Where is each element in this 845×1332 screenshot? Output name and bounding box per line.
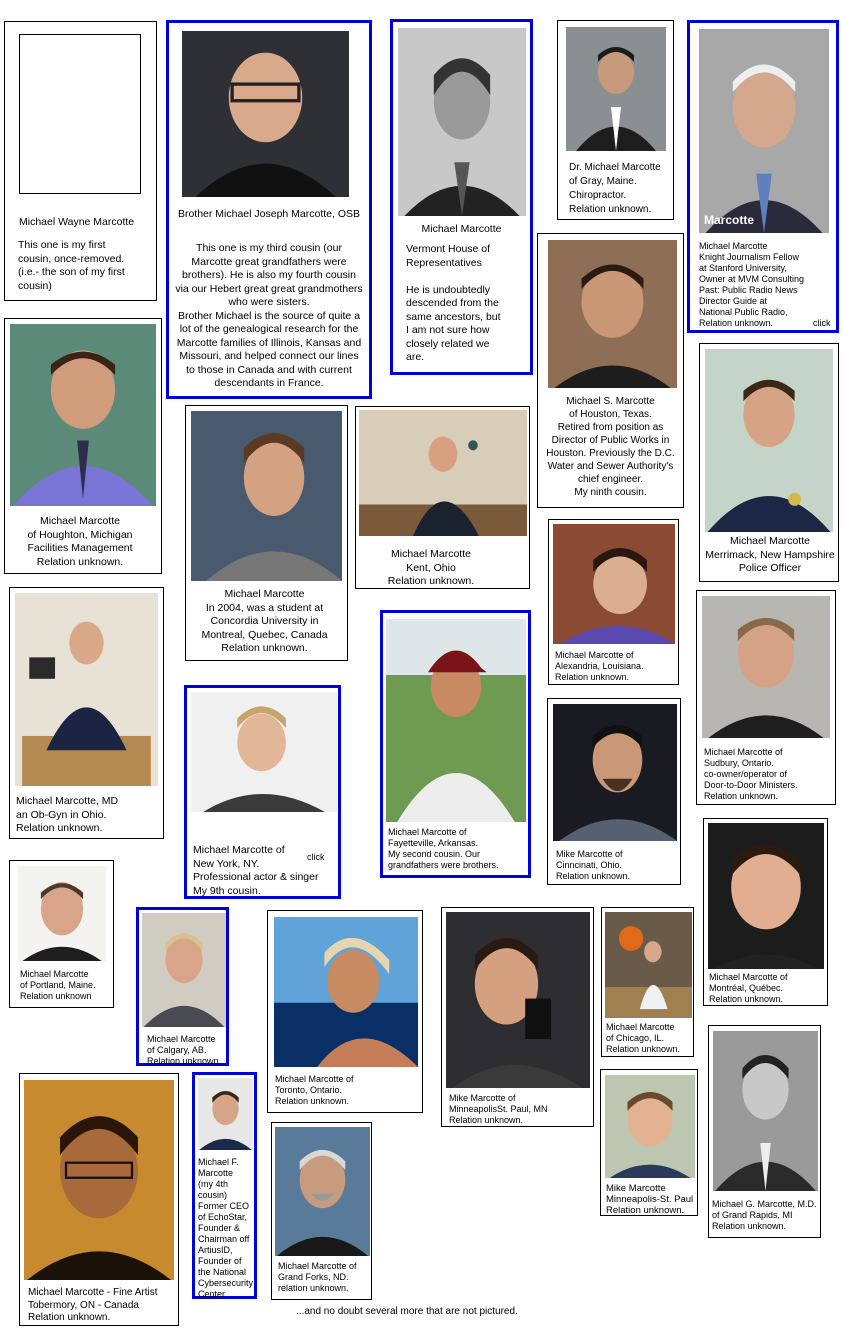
card-text: This one is my third cousin (our Marcotte great grandfathers were brothers). He is also my fourth cousin via our Hebert great great grandmothers who were sisters. Brother Michael is the source of quite a lot of the genealogical research for the Marcotte families of Illinois, Kansas and Missouri, and helped connect our lines to those in Canada and with current descendants in France. <box>175 242 363 389</box>
card-text: Michael Marcotte of Fayetteville, Arkansas. My second cousin. Our grandfathers were brothers. <box>388 827 499 870</box>
profile-photo <box>182 31 349 197</box>
photo-watermark: Marcotte <box>704 213 755 227</box>
profile-card <box>267 910 423 1113</box>
blank-photo-frame <box>19 34 141 194</box>
card-text: Michael Marcotte of Toronto, Ontario. Relation unknown. <box>275 1074 354 1106</box>
profile-photo <box>24 1080 174 1280</box>
card-name: Michael Wayne Marcotte <box>19 216 135 228</box>
profile-photo <box>699 29 829 233</box>
profile-photo <box>566 27 666 151</box>
profile-card-highlighted[interactable] <box>192 1072 257 1299</box>
profile-photo <box>553 704 677 841</box>
profile-photo <box>702 596 830 738</box>
profile-card <box>9 587 164 839</box>
card-text: Michael Marcotte of Grand Forks, ND. relation unknown. <box>278 1261 357 1293</box>
footer-note: ...and no doubt several more that are not pictured. <box>296 1306 518 1317</box>
card-text: Michael Marcotte of Alexandria, Louisiana. Relation unknown. <box>555 650 644 682</box>
click-link[interactable]: click <box>813 318 831 328</box>
profile-card <box>548 519 679 685</box>
profile-photo <box>10 324 156 506</box>
profile-photo <box>191 411 342 581</box>
profile-card-highlighted[interactable] <box>184 685 341 899</box>
profile-card <box>557 20 674 220</box>
profile-card-highlighted[interactable] <box>166 20 372 399</box>
profile-photo <box>15 593 158 786</box>
profile-photo <box>605 912 692 1018</box>
card-text: Michael Marcotte of New York, NY. Professional actor & singer My 9th cousin. <box>193 844 319 897</box>
card-text: Michael Marcotte Knight Journalism Fellow at Stanford University, Owner at MVM Consulting Past: Public Radio News Director Guide at National Public Radio, Relation unknown. <box>699 241 805 328</box>
card-text: Michael Marcotte of Calgary, AB. Relation unknown. <box>147 1034 222 1066</box>
profile-photo <box>359 410 527 536</box>
profile-photo <box>198 1078 253 1150</box>
profile-card <box>441 907 594 1127</box>
profile-photo <box>713 1031 818 1191</box>
card-text: Mike Marcotte of Cinncinati, Ohio. Relation unknown. <box>556 849 631 881</box>
profile-card-highlighted[interactable] <box>380 610 531 878</box>
card-text: Michael Marcotte Merrimack, New Hampshire Police Officer <box>705 535 835 574</box>
card-text: Michael Marcotte of Portland, Maine. Relation unknown <box>20 969 96 1001</box>
card-text: Vermont House of Representatives He is undoubtedly descended from the same ancestors, but I am not sure how closely related we are. <box>406 243 501 363</box>
card-text: Mike Marcotte Minneapolis-St. Paul Relation unknown. <box>606 1183 694 1216</box>
card-text: Mike Marcotte of MinneapolisSt. Paul, MN Relation unknown. <box>449 1093 548 1125</box>
card-text: Michael G. Marcotte, M.D. of Grand Rapids, MI Relation unknown. <box>712 1199 817 1231</box>
profile-card-highlighted[interactable] <box>687 20 839 333</box>
profile-card-highlighted[interactable] <box>390 19 533 375</box>
profile-photo <box>553 524 675 644</box>
card-text: Michael Marcotte of Sudbury, Ontario. co-owner/operator of Door-to-Door Ministers. Relation unknown. <box>704 747 798 801</box>
profile-photo <box>605 1075 695 1178</box>
profile-card <box>699 343 839 582</box>
card-text: Michael S. Marcotte of Houston, Texas. Retired from position as Director of Public Works in Houston. Previously the D.C. Water and Sewer Authority's chief engineer. My ninth cousin. <box>546 396 675 498</box>
card-name: Michael Marcotte <box>421 223 502 235</box>
card-text: Michael F. Marcotte (my 4th cousin) Former CEO of EchoStar, Founder & Chairman off ArtiusID, Founder of the National Cybersecurity Center <box>198 1157 254 1299</box>
card-text: Michael Marcotte Kent, Ohio Relation unknown. <box>387 548 475 587</box>
profile-card <box>271 1122 372 1300</box>
profile-photo <box>548 240 677 388</box>
profile-photo <box>446 912 590 1088</box>
profile-card <box>703 818 828 1006</box>
profile-photo <box>274 917 418 1067</box>
profile-card <box>355 406 530 589</box>
card-text: Michael Marcotte - Fine Artist Tobermory, ON - Canada Relation unknown. <box>28 1287 158 1323</box>
profile-card <box>537 233 684 508</box>
profile-card <box>547 698 681 885</box>
profile-photo <box>18 866 106 961</box>
profile-photo <box>398 28 526 216</box>
profile-card <box>9 860 114 1008</box>
click-link[interactable]: click <box>307 852 325 862</box>
profile-photo <box>705 349 833 532</box>
card-text: Michael Marcotte of Chicago, IL. Relation unknown. <box>606 1022 681 1054</box>
profile-photo <box>191 692 337 812</box>
profile-photo <box>386 619 526 822</box>
card-name: Brother Michael Joseph Marcotte, OSB <box>177 208 361 220</box>
profile-photo <box>275 1127 370 1256</box>
profile-card <box>600 1069 698 1216</box>
card-text: Michael Marcotte of Houghton, Michigan Facilities Management Relation unknown. <box>27 515 133 568</box>
profile-card <box>4 21 157 301</box>
card-text: Michael Marcotte of Montréal, Québec. Relation unknown. <box>709 972 788 1004</box>
card-text: This one is my first cousin, once-removed. (i.e.- the son of my first cousin) <box>18 239 125 292</box>
profile-photo <box>142 913 226 1027</box>
profile-card <box>696 590 836 805</box>
profile-card <box>708 1025 821 1238</box>
profile-photo <box>708 823 824 969</box>
profile-card-highlighted[interactable] <box>136 907 229 1066</box>
profile-card <box>19 1073 179 1326</box>
profile-card <box>4 318 162 574</box>
card-text: Michael Marcotte, MD an Ob-Gyn in Ohio. Relation unknown. <box>16 795 119 834</box>
card-text: Michael Marcotte In 2004, was a student at Concordia University in Montreal, Quebec, Canada Relation unknown. <box>201 588 328 654</box>
profile-card <box>601 907 694 1057</box>
card-text: Dr. Michael Marcotte of Gray, Maine. Chiropractor. Relation unknown. <box>569 162 661 215</box>
profile-card <box>185 405 348 661</box>
